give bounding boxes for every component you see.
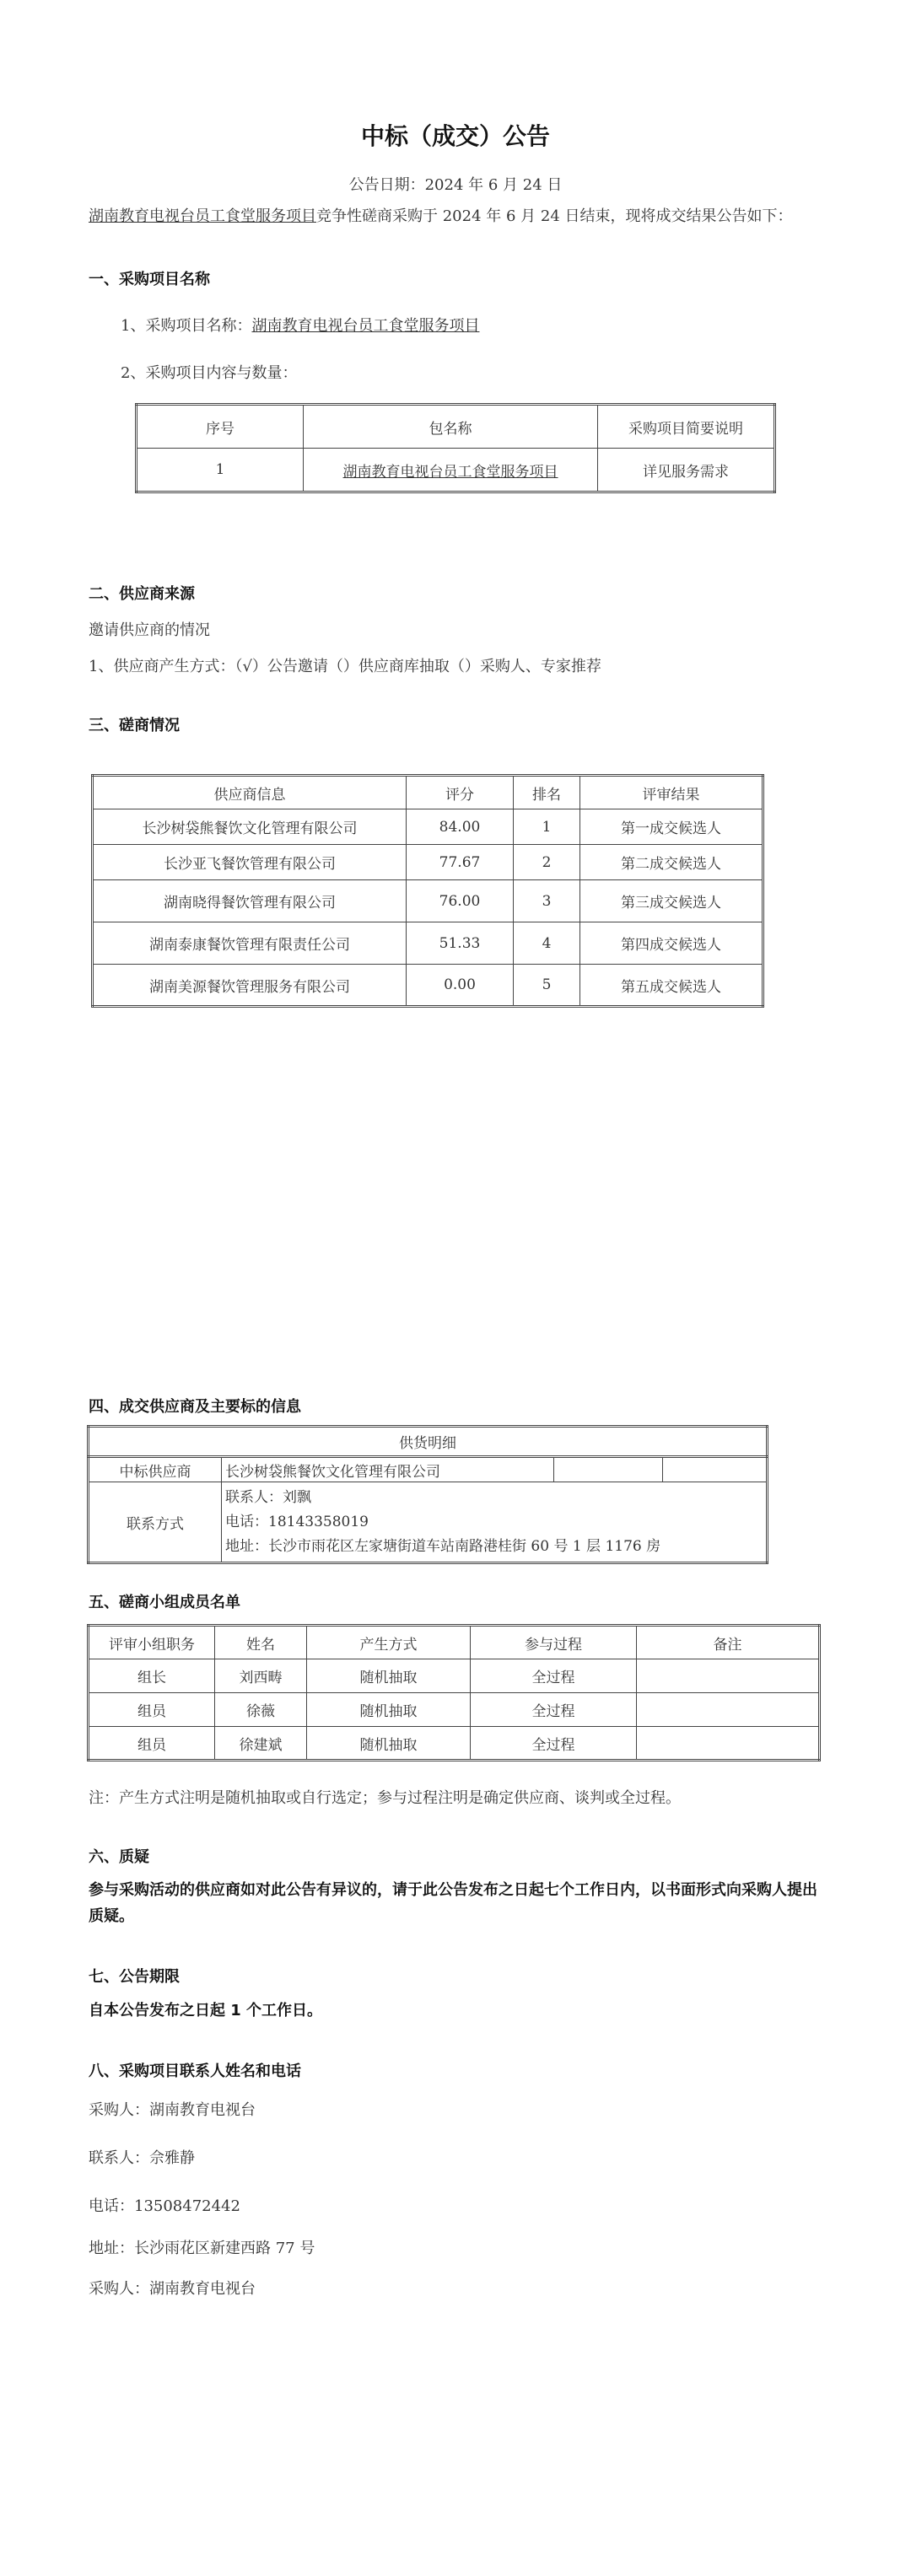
panel-header: 参与过程 [471,1626,637,1659]
winner-label: 中标供应商 [89,1457,222,1482]
rank-cell: 3 [514,880,580,922]
section2-line2: 1、供应商产生方式：（√）公告邀请（）供应商库抽取（）采购人、专家推荐 [89,658,601,675]
section8-purchaser: 采购人：湖南教育电视台 [89,2101,256,2119]
section7-text: 自本公告发布之日起 1 个工作日。 [89,2002,323,2019]
rank-cell: 5 [514,965,580,1007]
section6-heading: 六、质疑 [89,1848,149,1866]
contact-label: 联系方式 [89,1482,222,1563]
section8-contact: 联系人：佘雅静 [89,2149,195,2167]
project-table [135,403,776,493]
panel-table [87,1624,821,1761]
note-cell [637,1659,820,1693]
table-row [93,845,763,880]
score-cell: 76.00 [407,880,514,922]
panel-header: 评审小组职务 [89,1626,215,1659]
negotiation-header: 评分 [407,776,514,809]
note-cell [637,1693,820,1727]
result-cell: 第三成交候选人 [580,880,763,922]
table-row [89,1693,820,1727]
name-cell: 刘西畴 [215,1659,307,1693]
table-row [89,1727,820,1761]
supply-detail-title: 供货明细 [89,1427,768,1457]
project-table-header: 包名称 [304,405,598,449]
method-cell: 随机抽取 [307,1693,471,1727]
section8-purchaser2: 采购人：湖南教育电视台 [89,2280,256,2298]
role-cell: 组员 [89,1693,215,1727]
name-cell: 徐薇 [215,1693,307,1727]
rank-cell: 4 [514,922,580,965]
process-cell: 全过程 [471,1727,637,1761]
contact-person: 联系人：刘飘 [225,1488,311,1506]
winner-value: 长沙树袋熊餐饮文化管理有限公司 [222,1457,554,1482]
intro-paragraph [89,204,831,229]
project-table-cell: 详见服务需求 [598,449,775,492]
negotiation-header: 供应商信息 [93,776,407,809]
announce-date: 公告日期：2024 年 6 月 24 日 [348,176,563,194]
process-cell: 全过程 [471,1659,637,1693]
item1-label: 1、采购项目名称： [121,317,252,335]
rank-cell: 2 [514,845,580,880]
supplier-cell: 长沙树袋熊餐饮文化管理有限公司 [93,809,407,845]
section3-heading: 三、磋商情况 [89,717,180,734]
section6-text: 参与采购活动的供应商如对此公告有异议的，请于此公告发布之日起七个工作日内，以书面形式向采购人提出质疑。 [89,1881,817,1925]
project-table-header: 序号 [137,405,304,449]
item1-value: 湖南教育电视台员工食堂服务项目 [251,317,480,335]
role-cell: 组员 [89,1727,215,1761]
table-row [93,965,763,1007]
score-cell: 77.67 [407,845,514,880]
contact-address: 地址：长沙市雨花区左家塘街道车站南路港桂街 60 号 1 层 1176 房 [225,1537,661,1555]
panel-header: 产生方式 [307,1626,471,1659]
process-cell: 全过程 [471,1693,637,1727]
method-cell: 随机抽取 [307,1727,471,1761]
intro-project-name: 湖南教育电视台员工食堂服务项目 [89,207,316,225]
project-table-name: 湖南教育电视台员工食堂服务项目 [342,463,558,481]
empty-cell [554,1457,663,1482]
section7-heading: 七、公告期限 [89,1968,180,1986]
section4-heading: 四、成交供应商及主要标的信息 [89,1398,301,1416]
section2-line1: 邀请供应商的情况 [89,621,210,639]
score-cell: 51.33 [407,922,514,965]
negotiation-header: 评审结果 [580,776,763,809]
supplier-cell: 长沙亚飞餐饮管理有限公司 [93,845,407,880]
result-cell: 第四成交候选人 [580,922,763,965]
result-cell: 第五成交候选人 [580,965,763,1007]
panel-header: 姓名 [215,1626,307,1659]
supply-detail-table [87,1425,768,1564]
supplier-cell: 湖南泰康餐饮管理有限责任公司 [93,922,407,965]
result-cell: 第二成交候选人 [580,845,763,880]
negotiation-table [91,774,764,1008]
contact-phone: 电话：18143358019 [225,1513,369,1530]
intro-text: 竞争性磋商采购于 2024 年 6 月 24 日结束，现将成交结果公告如下： [316,207,793,225]
score-cell: 0.00 [407,965,514,1007]
project-table-cell: 1 [137,449,304,492]
table-row [93,880,763,922]
supplier-cell: 湖南美源餐饮管理服务有限公司 [93,965,407,1007]
rank-cell: 1 [514,809,580,845]
empty-cell [663,1457,768,1482]
note-cell [637,1727,820,1761]
negotiation-header: 排名 [514,776,580,809]
section5-heading: 五、磋商小组成员名单 [89,1594,240,1611]
name-cell: 徐建斌 [215,1727,307,1761]
supplier-cell: 湖南晓得餐饮管理有限公司 [93,880,407,922]
contact-info [222,1482,768,1563]
project-table-header: 采购项目简要说明 [598,405,775,449]
panel-header: 备注 [637,1626,820,1659]
project-table-cell [304,449,598,492]
section8-phone: 电话：13508472442 [89,2197,240,2215]
page-title: 中标（成交）公告 [360,122,550,150]
table-row [93,809,763,845]
method-cell: 随机抽取 [307,1659,471,1693]
result-cell: 第一成交候选人 [580,809,763,845]
section1-item2: 2、采购项目内容与数量： [121,364,298,382]
table-row [93,922,763,965]
table-row [89,1659,820,1693]
section2-heading: 二、供应商来源 [89,585,195,603]
section8-heading: 八、采购项目联系人姓名和电话 [89,2062,301,2080]
section5-note: 注：产生方式注明是随机抽取或自行选定；参与过程注明是确定供应商、谈判或全过程。 [89,1789,681,1807]
role-cell: 组长 [89,1659,215,1693]
section8-address: 地址：长沙雨花区新建西路 77 号 [89,2240,315,2257]
score-cell: 84.00 [407,809,514,845]
section1-item1 [121,314,479,336]
section1-heading: 一、采购项目名称 [89,271,210,288]
